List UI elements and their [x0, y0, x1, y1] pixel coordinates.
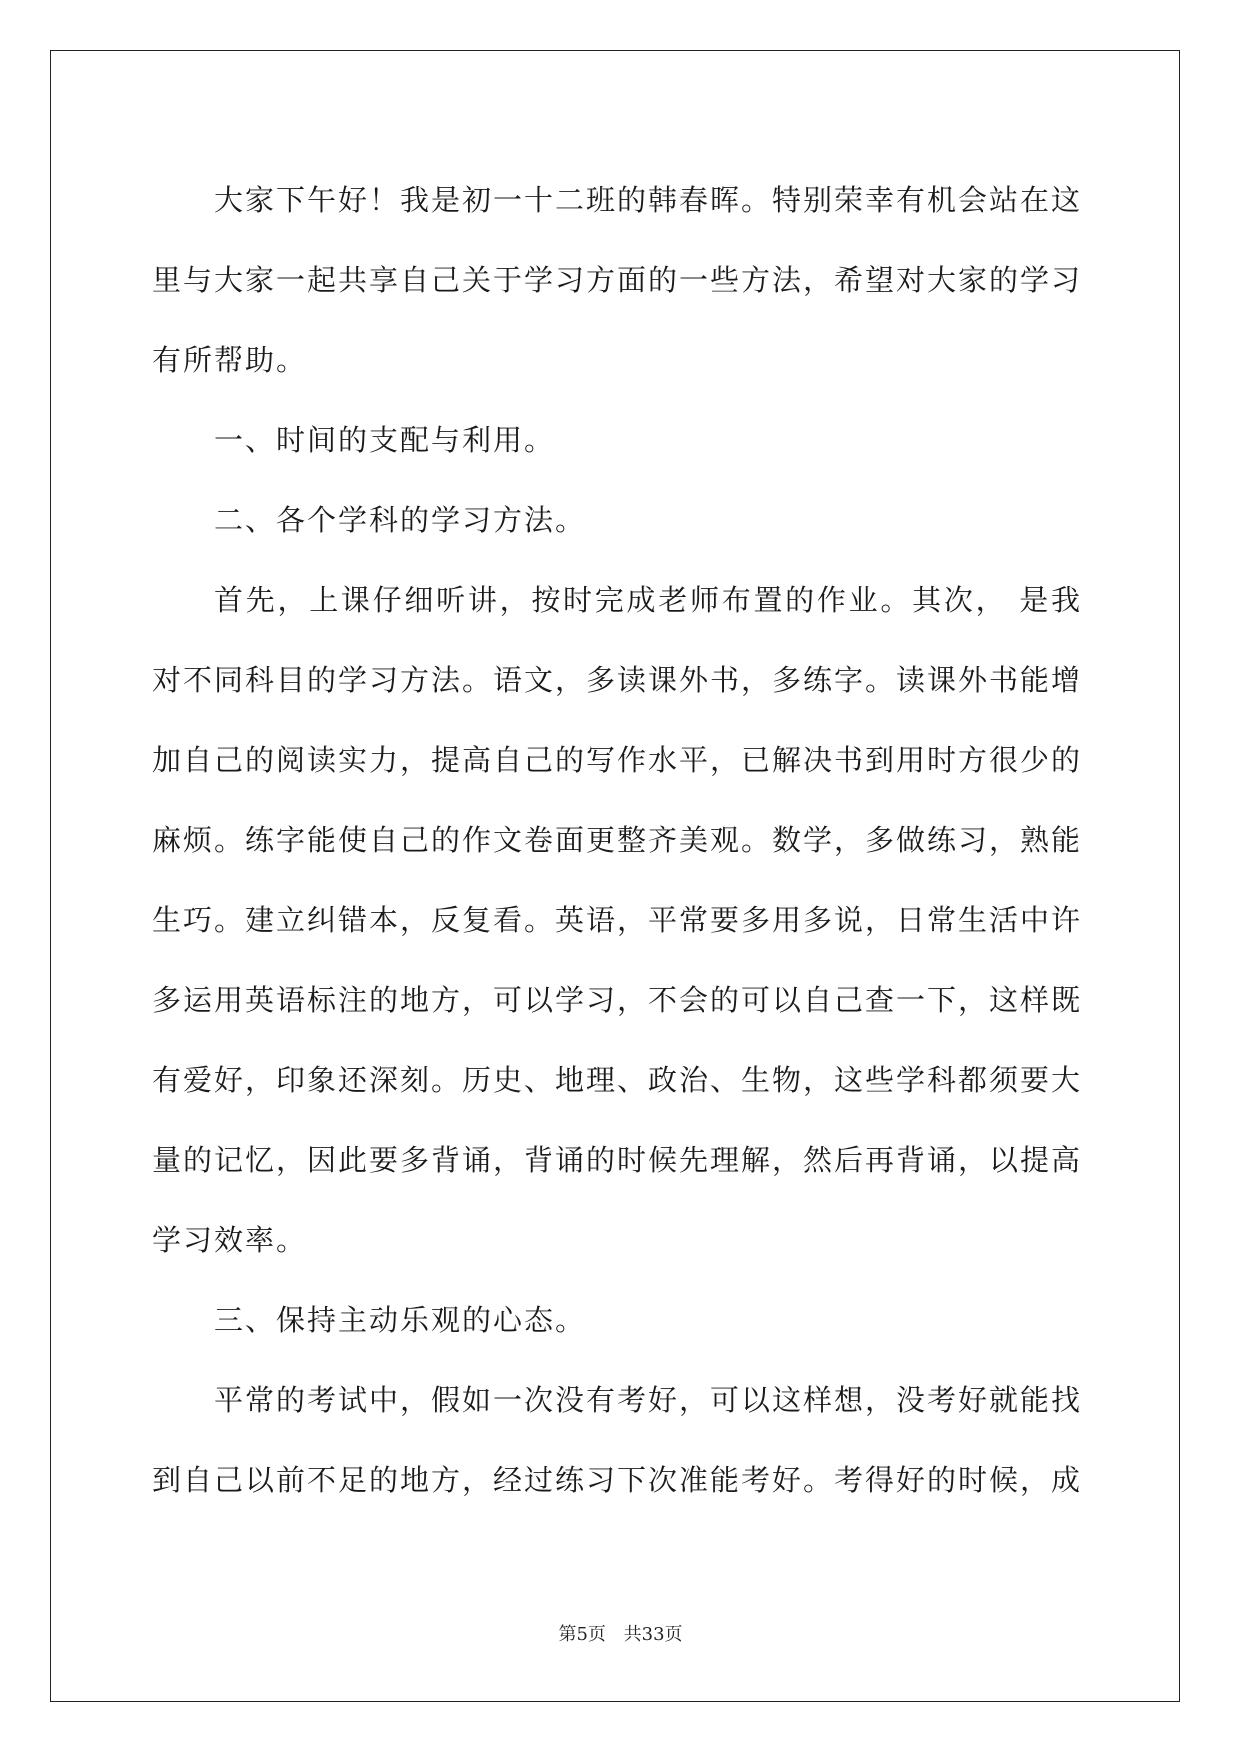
paragraph-greeting: 大家下午好！我是初一十二班的韩春晖。特别荣幸有机会站在这里与大家一起共享自己关于学习方面的一些方法，希望对大家的学习有所帮助。 [152, 183, 1083, 377]
page-footer [0, 1620, 1241, 1646]
heading-positive-attitude: 三、保持主动乐观的心态。 [214, 1303, 587, 1337]
paragraph-exams: 平常的考试中，假如一次没有考好，可以这样想，没考好就能找到自己以前不足的地方，经过练习下次准能考好。考得好的时候，成 [152, 1383, 1083, 1497]
heading-time-management: 一、时间的支配与利用。 [214, 423, 556, 457]
document-body [152, 160, 1082, 1520]
page-number-total: 共33页 [623, 1624, 683, 1645]
heading-subject-methods: 二、各个学科的学习方法。 [214, 503, 587, 537]
paragraph-subject-methods: 首先，上课仔细听讲，按时完成老师布置的作业。其次， 是我对不同科目的学习方法。语文，多读课外书，多练字。读课外书能增加自己的阅读实力，提高自己的写作水平，已解决书到用时方很少的麻烦。练字能使自己的作文卷面更整齐美观。数学，多做练习，熟能生巧。建立纠错本，反复看。英语，平常要多用多说，日常生活中许多运用英语标注的地方，可以学习，不会的可以自己查一下，这样既有爱好，印象还深刻。历史、地理、政治、生物，这些学科都须要大量的记忆，因此要多背诵，背诵的时候先理解，然后再背诵，以提高学习效率。 [152, 583, 1083, 1257]
page-number-current: 第5页 [558, 1624, 606, 1645]
